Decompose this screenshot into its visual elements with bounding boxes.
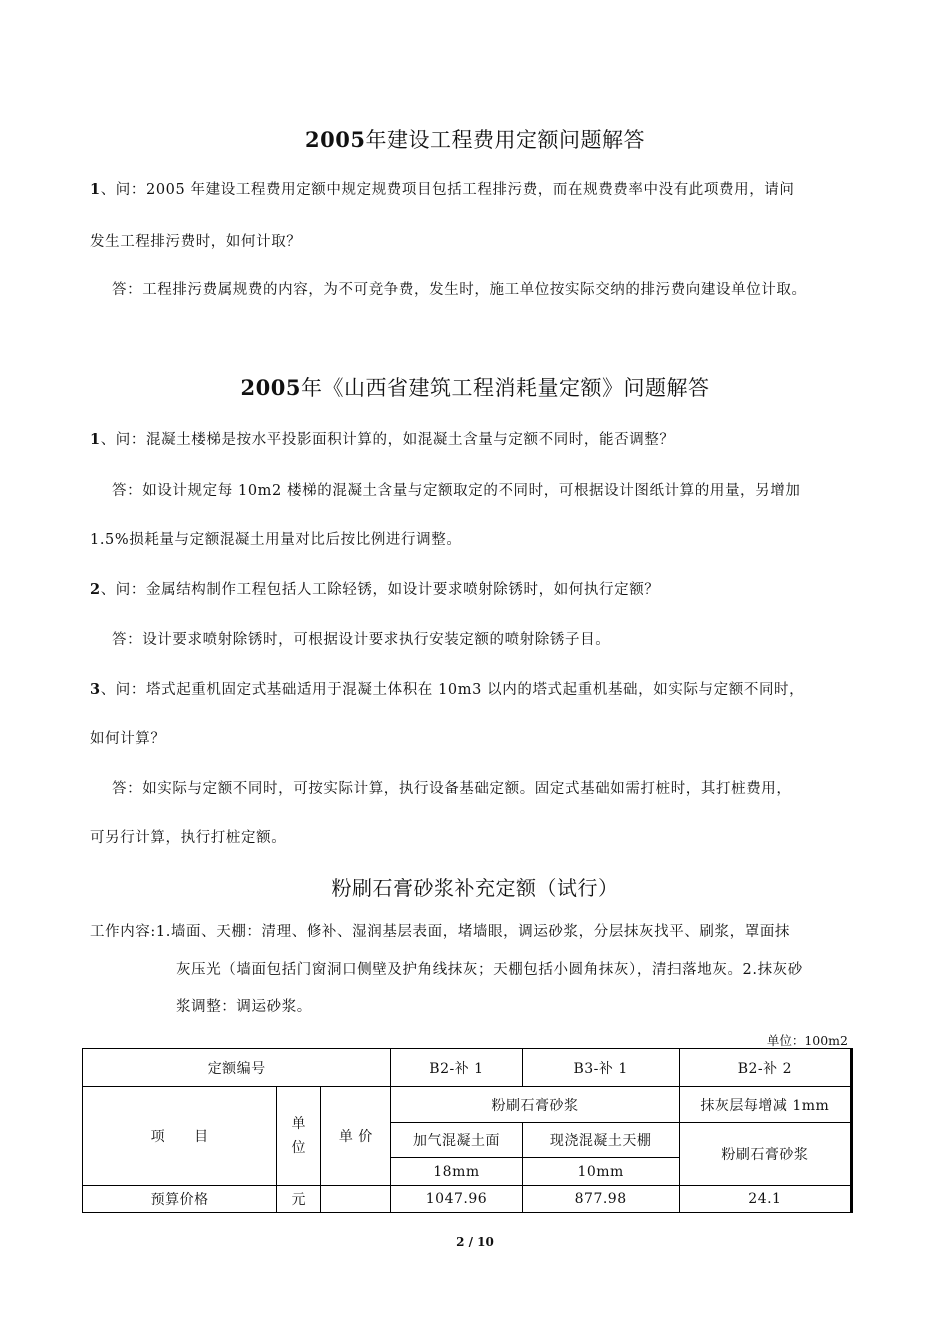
price-header: 单 价	[321, 1087, 391, 1186]
unit-label: 单位：100m2	[766, 1033, 848, 1048]
row-value: 24.1	[679, 1186, 851, 1213]
row-unit: 元	[277, 1186, 321, 1213]
section3-title: 粉刷石膏砂浆补充定额（试行）	[331, 876, 619, 900]
code-cell: B2-补 1	[391, 1049, 522, 1087]
section1-title: 2005年建设工程费用定额问题解答	[305, 127, 645, 152]
code-label: 定额编号	[83, 1049, 391, 1087]
section2-q3-line1: 3、问：塔式起重机固定式基础适用于混凝土体积在 10m3 以内的塔式起重机基础，如实际与定额不同时，	[90, 681, 805, 698]
thickness-cell: 18mm	[391, 1158, 522, 1186]
page-number: 2 / 10	[456, 1235, 494, 1249]
section2-a3-line2: 可另行计算，执行打桩定额。	[90, 830, 287, 846]
table-row-codes	[83, 1049, 852, 1087]
code-cell: B3-补 1	[522, 1049, 679, 1087]
section2-a1-line1: 答：如设计规定每 10m2 楼梯的混凝土含量与定额取定的不同时，可根据设计图纸计算的用量，另增加	[112, 483, 801, 499]
section2-title: 2005年《山西省建筑工程消耗量定额》问题解答	[240, 375, 710, 400]
work-content-line1: 工作内容:1.墙面、天棚：清理、修补、湿润基层表面，堵墙眼，调运砂浆，分层抹灰找平、刷浆，罩面抹	[90, 924, 791, 940]
row-price	[321, 1186, 391, 1213]
section2-a2: 答：设计要求喷射除锈时，可根据设计要求执行安装定额的喷射除锈子目。	[112, 632, 611, 648]
section1-q1-line1: 1、问：2005 年建设工程费用定额中规定规费项目包括工程排污费，而在规费费率中没有此项费用，请问	[90, 181, 795, 198]
section2-q3-line2: 如何计算？	[90, 731, 166, 747]
row-label: 预算价格	[83, 1186, 277, 1213]
section1-q1-line2: 发生工程排污费时，如何计取？	[90, 234, 302, 250]
table-row	[83, 1186, 852, 1213]
code-cell: B2-补 2	[679, 1049, 851, 1087]
unit-header: 单 位	[277, 1087, 321, 1186]
work-content-line3: 浆调整：调运砂浆。	[176, 999, 312, 1015]
row-value: 1047.96	[391, 1186, 522, 1213]
row-value: 877.98	[522, 1186, 679, 1213]
subheader-cell: 粉刷石膏砂浆	[679, 1123, 851, 1186]
quota-table	[82, 1048, 853, 1213]
section1-a1: 答：工程排污费属规费的内容，为不可竞争费，发生时，施工单位按实际交纳的排污费向建设单位计取。	[112, 282, 807, 298]
item-label: 项 目	[83, 1087, 277, 1186]
adjust-header: 抹灰层每增减 1mm	[679, 1087, 851, 1123]
thickness-cell: 10mm	[522, 1158, 679, 1186]
group-header: 粉刷石膏砂浆	[391, 1087, 679, 1123]
table-row-group	[83, 1087, 852, 1123]
subheader-cell: 现浇混凝土天棚	[522, 1123, 679, 1158]
section2-a1-line2: 1.5%损耗量与定额混凝土用量对比后按比例进行调整。	[90, 532, 462, 548]
section2-a3-line1: 答：如实际与定额不同时，可按实际计算，执行设备基础定额。固定式基础如需打桩时，其打桩费用，	[112, 781, 792, 797]
subheader-cell: 加气混凝土面	[391, 1123, 522, 1158]
work-content-line2: 灰压光（墙面包括门窗洞口侧壁及护角线抹灰；天棚包括小圆角抹灰），清扫落地灰。2.抹灰砂	[176, 962, 803, 978]
section2-q2: 2、问：金属结构制作工程包括人工除轻锈，如设计要求喷射除锈时，如何执行定额？	[90, 581, 660, 598]
section2-q1: 1、问：混凝土楼梯是按水平投影面积计算的，如混凝土含量与定额不同时，能否调整？	[90, 431, 675, 448]
